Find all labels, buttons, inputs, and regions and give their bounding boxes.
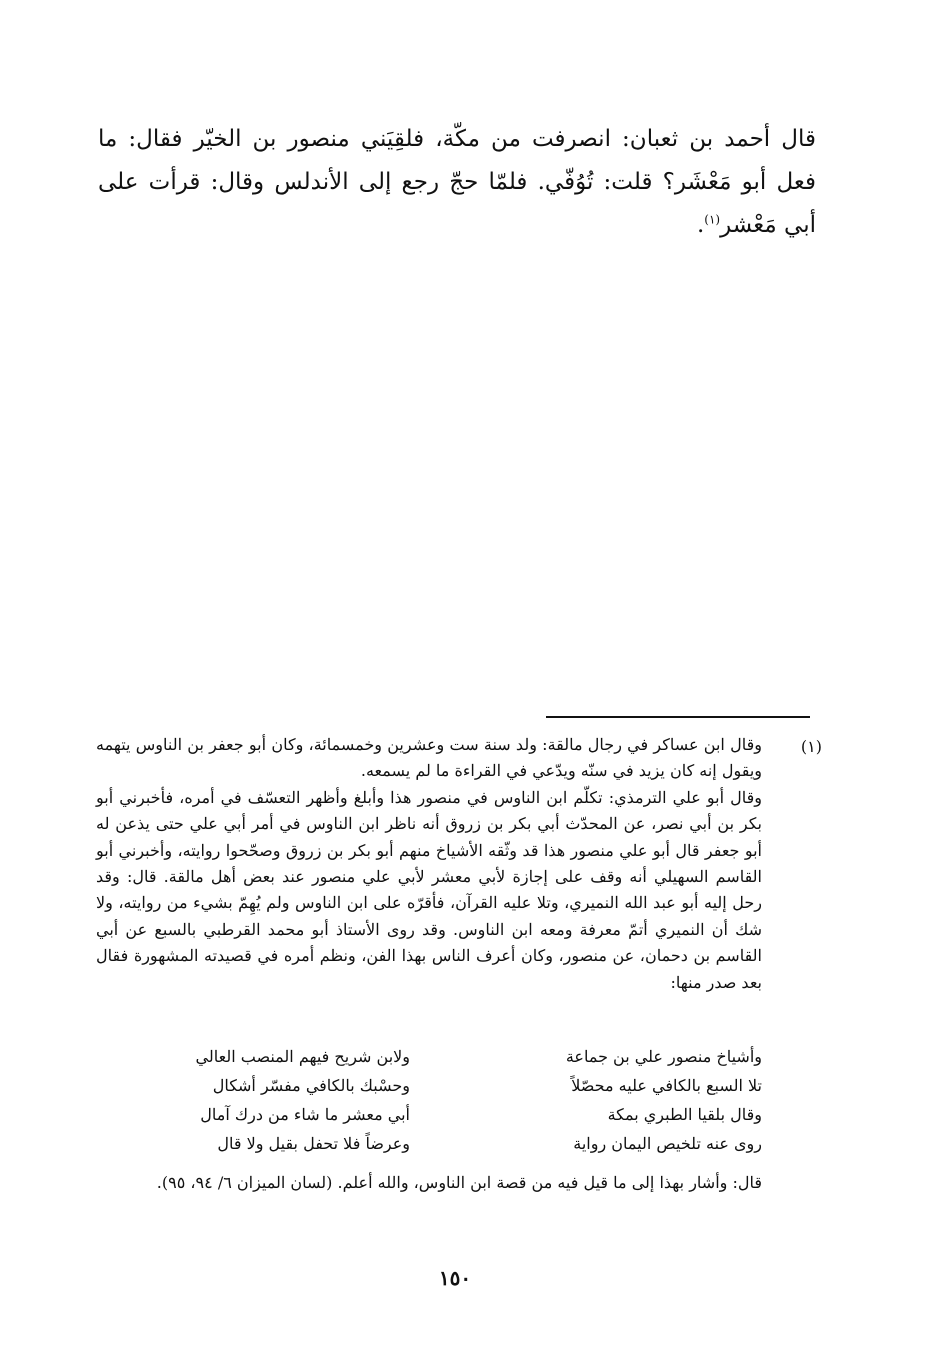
main-paragraph-end: . (696, 212, 705, 238)
main-paragraph (98, 118, 816, 247)
poem-hemistich-left: وعرضاً فلا تحفل بقيل ولا قال (217, 1134, 410, 1153)
poem-hemistich-left: أبي معشر ما شاء من درك آمال (200, 1105, 410, 1124)
poem (124, 1042, 762, 1158)
footnote-body (96, 732, 762, 996)
poem-verse (124, 1071, 762, 1100)
footnote-line: وقال ابن عساكر في رجال مالقة: ولد سنة ست وعشرين وخمسمائة، وكان أبو جعفر بن الناوس يتهمه ويقول إنه كان يزيد في سنّه ويدّعي في القراءة ما لم يسمعه. (96, 735, 762, 781)
page-number: ١٥٠ (438, 1266, 472, 1290)
main-paragraph-text: قال أحمد بن ثعبان: انصرفت من مكّة، فلقِيَني منصور بن الخيّر فقال: ما فعل أبو مَعْشَر؟ قلت: تُوُفّي. فلمّا حجّ رجع إلى الأندلس وقال: قرأت على أبي مَعْشر (98, 126, 816, 238)
footnote-separator (546, 716, 810, 718)
footnote-marker: (١) (800, 737, 822, 756)
poem-hemistich-right: تلا السبع بالكافي عليه محصّلاً (571, 1076, 762, 1095)
poem-hemistich-left: ولابن شريح فيهم المنصب العالي (195, 1047, 410, 1066)
footnote-closing (96, 1168, 762, 1197)
poem-verse (124, 1042, 762, 1071)
poem-hemistich-right: وأشياخ منصور علي بن جماعة (565, 1047, 762, 1066)
footnote-line: وقال أبو علي الترمذي: تكلّم ابن الناوس في منصور هذا وأبلغ وأظهر التعسّف في أمره، فأخبرني أبو بكر بن أبي نصر، عن المحدّث أبي بكر بن زروق أنه ناظر ابن الناوس في أمر أبي علي حتى يذعن له أبو جعفر قال أبو علي منصور هذا قد وثّقه الأشياخ منهم أبو بكر بن زروق وصحّحوا روايته، وأخبرني أبو القاسم السهيلي أنه وقف على إجازة لأبي معشر لأبي علي منصور عند بعض أهل مالقة. قال: وقد رحل إليه أبو عبد الله النميري، وتلا عليه القرآن، فأقرّه على ابن الناوس ولم يُهِمّ بشيء من روايته، ولا شك أن النميري أتمّ معرفة ومعه ابن الناوس. وقد روى الأستاذ أبو محمد القرطبي بالسبع عن أبي القاسم بن دحمان، عن منصور، وكان أعرف الناس بهذا الفن، ونظم أمره في قصيدته المشهورة فقال بعد صدر منها: (96, 787, 763, 992)
footnote-reference: (١) (704, 212, 721, 227)
poem-hemistich-right: وقال بلقيا الطبري بمكة (607, 1105, 762, 1124)
poem-hemistich-left: وحسْبك بالكافي مفسّر أشكال (212, 1076, 410, 1095)
poem-verse (124, 1100, 762, 1129)
poem-verse (124, 1129, 762, 1158)
footnote-closing-text: قال: وأشار بهذا إلى ما قيل فيه من قصة ابن الناوس، والله أعلم. (لسان الميزان ٦/ ٩٤، ٩٥). (156, 1173, 762, 1192)
poem-hemistich-right: روى عنه تلخيص اليمان رواية (573, 1134, 762, 1153)
